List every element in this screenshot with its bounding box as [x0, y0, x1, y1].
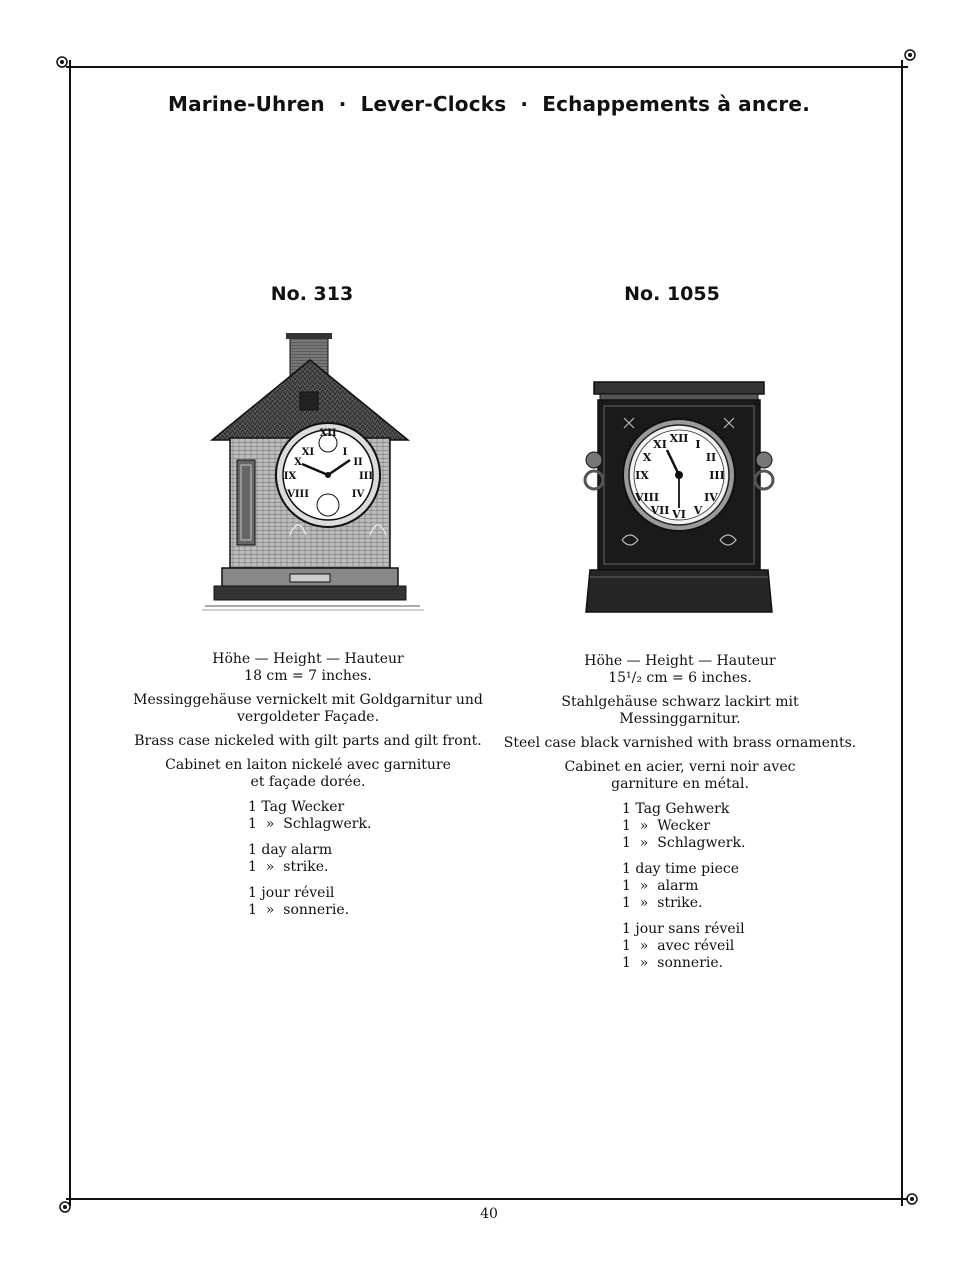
left-description	[120, 651, 496, 928]
svg-text:II: II	[353, 457, 363, 468]
left-desc-french: Cabinet en laiton nickelé avec garniture	[165, 757, 451, 773]
spec-line: 1 » sonnerie.	[622, 955, 724, 971]
svg-text:XI: XI	[653, 438, 667, 451]
spec-line: 1 » sonnerie.	[248, 902, 350, 918]
heading-separator: ·	[520, 92, 529, 116]
svg-text:VIII: VIII	[287, 489, 309, 500]
page-number: 40	[480, 1206, 498, 1222]
svg-text:I: I	[342, 447, 348, 458]
left-height-value: 18 cm = 7 inches.	[244, 668, 372, 684]
svg-text:IX: IX	[283, 471, 297, 482]
right-description	[500, 653, 860, 981]
spec-line: 1 day alarm	[248, 842, 333, 858]
left-spec-french	[248, 885, 349, 919]
left-desc-french-cont: et façade dorée.	[250, 774, 366, 790]
frame-right-rule	[901, 60, 903, 1206]
spec-line: 1 jour sans réveil	[622, 921, 745, 937]
heading-english: Lever-Clocks	[360, 92, 507, 116]
right-height-value: 15¹/₂ cm = 6 inches.	[608, 670, 752, 686]
spec-line: 1 » Schlagwerk.	[248, 816, 372, 832]
spec-line: 1 » alarm	[622, 878, 699, 894]
spec-line: 1 » strike.	[622, 895, 703, 911]
right-spec-french	[622, 921, 745, 972]
spec-line: 1 Tag Gehwerk	[622, 801, 730, 817]
left-desc-german-cont: vergoldeter Façade.	[236, 709, 380, 725]
svg-text:X: X	[642, 451, 652, 464]
page-heading	[0, 92, 978, 116]
spec-line: 1 Tag Wecker	[248, 799, 345, 815]
heading-separator: ·	[338, 92, 347, 116]
svg-text:VII: VII	[650, 504, 670, 517]
svg-text:XII: XII	[319, 428, 337, 439]
right-height-label: Höhe — Height — Hauteur	[584, 653, 776, 669]
left-spec-english	[248, 842, 332, 876]
spec-line: 1 » Schlagwerk.	[622, 835, 746, 851]
right-spec-german	[622, 801, 745, 852]
svg-text:X: X	[294, 457, 302, 468]
spec-line: 1 » avec réveil	[622, 938, 735, 954]
svg-text:VI: VI	[672, 508, 686, 521]
corner-ornament-icon	[905, 1192, 919, 1206]
right-spec-english	[622, 861, 739, 912]
left-model-number: No. 313	[270, 283, 354, 305]
left-spec-german	[248, 799, 371, 833]
svg-text:III: III	[709, 469, 725, 482]
frame-top-rule	[66, 66, 908, 68]
spec-line: 1 jour réveil	[248, 885, 335, 901]
svg-text:IV: IV	[351, 489, 365, 500]
house-clock-illustration	[200, 330, 425, 620]
right-desc-german: Stahlgehäuse schwarz lackirt mit Messinggarnitur.	[561, 694, 799, 727]
svg-text:VIII: VIII	[635, 491, 659, 504]
svg-text:XI: XI	[301, 447, 315, 458]
left-height-label: Höhe — Height — Hauteur	[212, 651, 404, 667]
svg-text:IV: IV	[704, 491, 718, 504]
right-desc-english: Steel case black varnished with brass ornaments.	[503, 735, 857, 751]
right-desc-french: Cabinet en acier, verni noir avec	[564, 759, 796, 775]
left-desc-german: Messinggehäuse vernickelt mit Goldgarnitur und	[133, 692, 483, 708]
mantel-clock-illustration	[582, 380, 777, 615]
frame-left-rule	[69, 60, 71, 1206]
spec-line: 1 day time piece	[622, 861, 739, 877]
svg-text:I: I	[695, 438, 701, 451]
corner-ornament-icon	[55, 55, 69, 69]
heading-german: Marine-Uhren	[168, 92, 325, 116]
svg-text:II: II	[705, 451, 717, 464]
right-desc-french-cont: garniture en métal.	[611, 776, 749, 792]
corner-ornament-icon	[903, 48, 917, 62]
frame-bottom-rule	[66, 1198, 908, 1200]
svg-text:III: III	[358, 471, 374, 482]
svg-text:IX: IX	[635, 469, 649, 482]
heading-french: Echappements à ancre.	[542, 92, 810, 116]
right-model-number: No. 1055	[624, 283, 720, 305]
svg-text:XII: XII	[669, 432, 689, 445]
svg-text:V: V	[693, 504, 703, 517]
spec-line: 1 » Wecker	[622, 818, 711, 834]
spec-line: 1 » strike.	[248, 859, 329, 875]
left-desc-english: Brass case nickeled with gilt parts and gilt front.	[134, 733, 482, 749]
